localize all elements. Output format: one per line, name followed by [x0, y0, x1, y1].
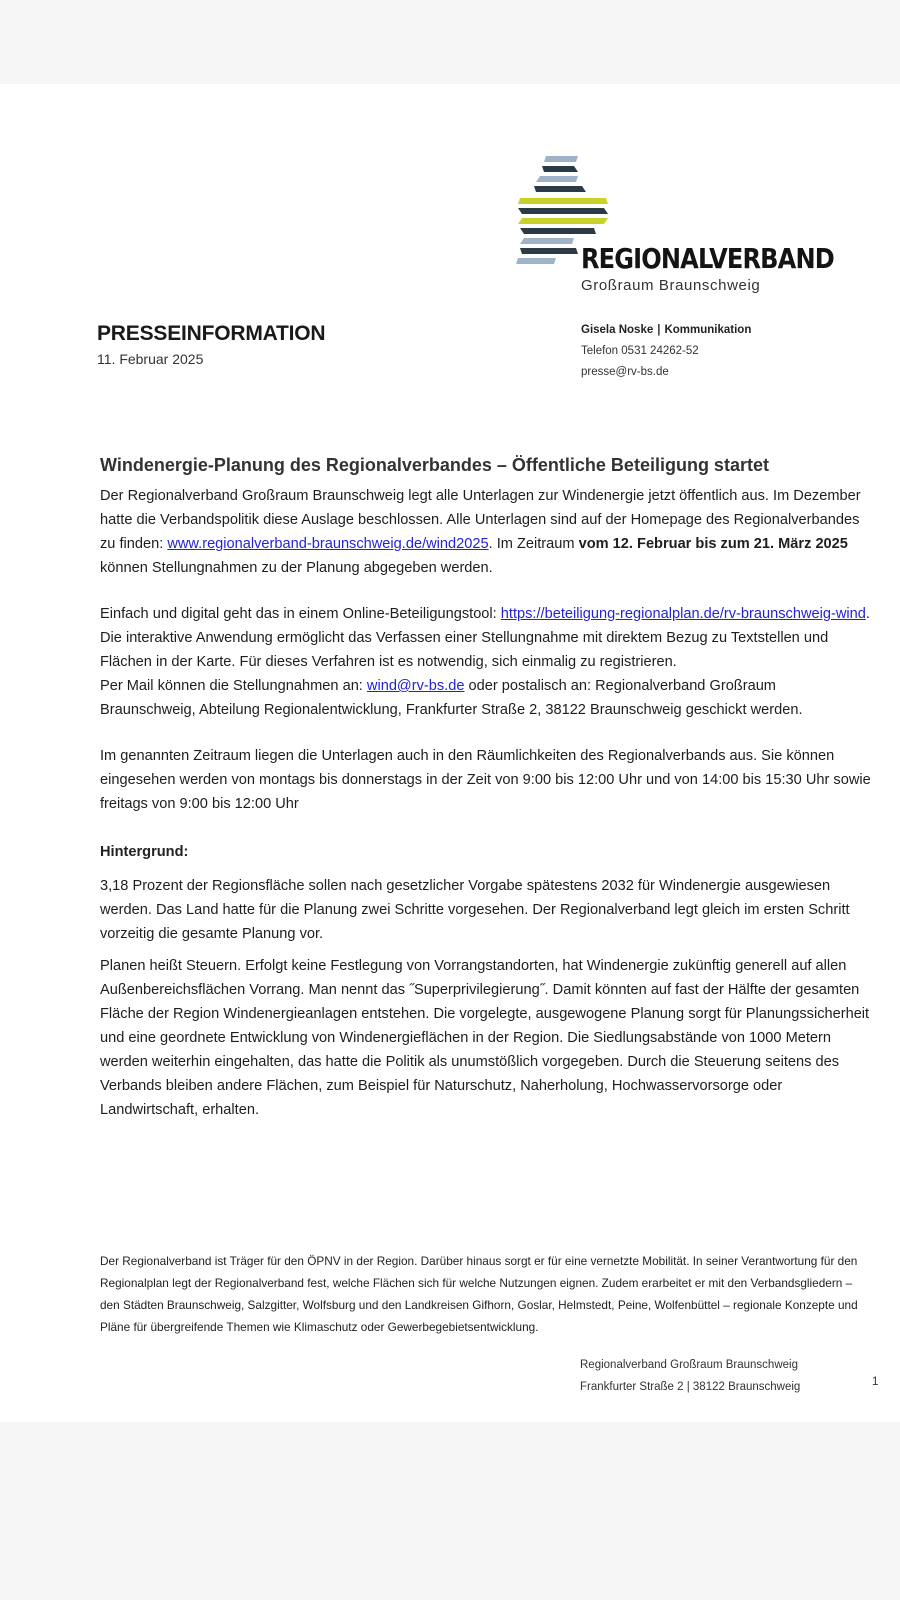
text: Einfach und digital geht das in einem Online-Beteiligungstool: — [100, 606, 501, 622]
article-headline: Windenergie-Planung des Regionalverbandes – Öffentliche Beteiligung startet — [100, 455, 769, 475]
text: . Die interaktive Anwendung ermöglicht das Verfassen einer Stellungnahme mit direktem Bezug zu Textstellen und Flächen in der Karte. Für dieses Verfahren ist es notwendig, sich einmalig zu registrieren. — [100, 606, 870, 670]
link-wind2025[interactable]: www.regionalverband-braunschweig.de/wind2025 — [167, 536, 489, 552]
text: Der Regionalverband Großraum Braunschweig legt alle Unterlagen zur Windenergie jetzt öffentlich aus. Im Dezember hatte die Verbandspolitik diese Auslage beschlossen. Alle Unterlagen sind auf der Homepage des Regionalverbandes zu finden: — [100, 488, 861, 552]
page-number: 1 — [872, 1376, 879, 1388]
contact-line — [581, 320, 751, 341]
paragraph-opening-hours: Im genannten Zeitraum liegen die Unterlagen auch in den Räumlichkeiten des Regionalverbands aus. Sie können eingesehen werden von montags bis donnerstags in der Zeit von 9:00 bis 12:00 Uhr und von 14:00 bis 15:30 Uhr sowie freitags von 9:00 bis 12:00 Uhr — [100, 748, 871, 812]
press-date: 11. Februar 2025 — [97, 351, 204, 367]
text: können Stellungnahmen zu der Planung abgegeben werden. — [100, 560, 493, 576]
contact-email: presse@rv-bs.de — [581, 366, 669, 378]
page-title: PRESSEINFORMATION — [97, 322, 326, 345]
paragraph-background-1: 3,18 Prozent der Regionsfläche sollen nach gesetzlicher Vorgabe spätestens 2032 für Windenergie ausgewiesen werden. Das Land hatte für die Planung zwei Schritte vorgesehen. Der Regionalverband legt gleich im ersten Schritt vorzeitig die gesamte Planung vor. — [100, 878, 850, 942]
brand-name: REGIONALVERBAND — [581, 242, 834, 275]
contact-department: Kommunikation — [664, 324, 752, 336]
contact-name: Gisela Noske — [581, 324, 654, 336]
contact-separator: | — [657, 324, 661, 336]
brand-subtitle: Großraum Braunschweig — [581, 277, 761, 294]
background-heading: Hintergrund: — [100, 844, 189, 860]
paragraph-mail — [100, 674, 872, 722]
contact-block — [581, 320, 751, 383]
text: oder postalisch an: Regionalverband Großraum Braunschweig, Abteilung Regionalentwicklung, Frankfurter Straße 2, 38122 Braunschweig geschickt werden. — [100, 678, 803, 718]
paragraph-intro — [100, 484, 872, 580]
footer-address — [580, 1354, 800, 1398]
text: . Im Zeitraum — [488, 536, 579, 552]
paragraph-online-tool — [100, 602, 872, 674]
link-beteiligung[interactable]: https://beteiligung-regionalplan.de/rv-braunschweig-wind — [500, 606, 866, 622]
paragraph-background-2: Planen heißt Steuern. Erfolgt keine Festlegung von Vorrangstandorten, hat Windenergie zukünftig generell auf allen Außenbereichsflächen Vorrang. Man nennt das ˝Superprivilegierung˝. Damit könnten auf fast der Hälfte der gesamten Fläche der Region Windenergieanlagen entstehen. Die vorgelegte, ausgewogene Planung sorgt für Planungssicherheit und eine geordnete Entwicklung von Windenergieflächen in der Region. Die Siedlungsabstände von 1000 Metern werden weiterhin eingehalten, das hatte die Politik als unumstößlich vorgegeben. Durch die Steuerung seitens des Verbands bleiben andere Flächen, zum Beispiel für Naturschutz, Naherholung, Hochwasservorsorge oder Landwirtschaft, erhalten. — [100, 958, 870, 1118]
text: Per Mail können die Stellungnahmen an: — [100, 678, 367, 694]
contact-phone: Telefon 0531 24262-52 — [581, 345, 699, 357]
article-body — [100, 452, 872, 1122]
document-page — [0, 84, 900, 1422]
link-email[interactable]: wind@rv-bs.de — [366, 678, 465, 694]
date-range: vom 12. Februar bis zum 21. März 2025 — [578, 536, 848, 552]
footer-street: Frankfurter Straße 2 | 38122 Braunschweig — [580, 1381, 801, 1393]
footer-org: Regionalverband Großraum Braunschweig — [580, 1359, 798, 1371]
footer-about: Der Regionalverband ist Träger für den ÖPNV in der Region. Darüber hinaus sorgt er für eine vernetzte Mobilität. In seiner Verantwortung für den Regionalplan legt der Regionalverband fest, welche Flächen sich für welche Nutzungen eignen. Zudem erarbeitet er mit den Verbandsgliedern – den Städten Braunschweig, Salzgitter, Wolfsburg und den Landkreisen Gifhorn, Goslar, Helmstedt, Peine, Wolfenbüttel – regionale Konzepte und Pläne für übergreifende Themen wie Klimaschutz oder Gewerbegebietsentwicklung. — [100, 1254, 858, 1334]
